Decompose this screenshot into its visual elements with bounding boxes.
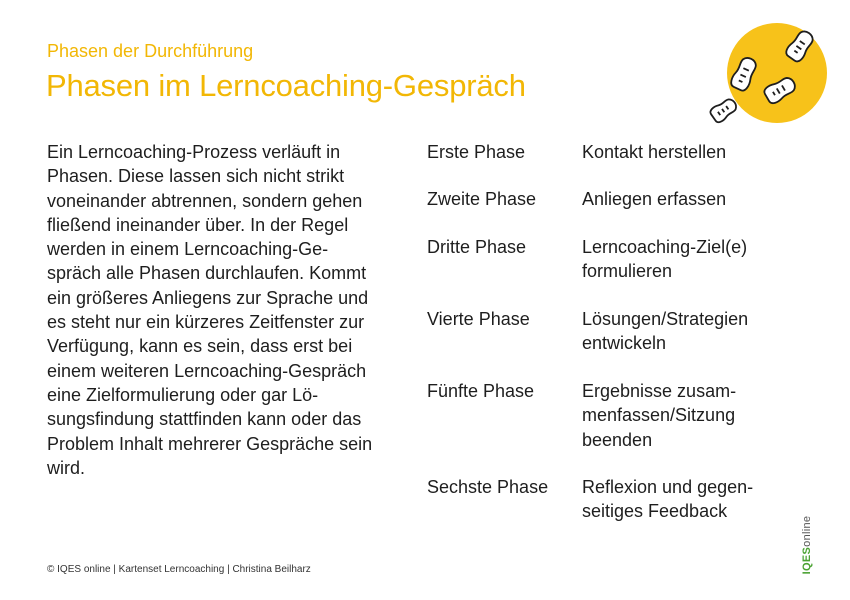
phase-line: Lerncoaching-Ziel(e) [582,237,748,257]
phase-line: menfassen/Sitzung [582,405,736,426]
brand-prefix: IQES [801,546,813,575]
card-title: Phasen im Lerncoaching-Gespräch [46,68,526,103]
phase-name: Zweite Phase [427,189,537,209]
phase-line: beenden [582,429,653,450]
phase-name: Vierte Phase [427,309,530,329]
phase-name: Erste Phase [427,142,526,162]
footer-credit: © IQES online | Kartenset Lerncoaching | Christina Beilharz [47,564,311,575]
phase-line: Anliegen erfassen [582,189,727,209]
phase-description [582,140,782,164]
phase-line: Kontakt herstellen [582,142,727,162]
brand-wordmark [800,505,814,585]
intro-line: eine Zielformulierung oder gar Lö- [47,384,319,405]
intro-line: fließend ineinander über. In der Regel [47,214,349,235]
intro-line: Phasen. Diese lassen sich nicht strikt [47,166,345,187]
intro-text [47,140,407,480]
phase-line: Ergebnisse zusam- [582,381,737,401]
phase-description [582,379,782,452]
brand-suffix: online [801,515,813,547]
intro-line: Problem Inhalt mehrerer Gespräche sein [47,433,373,454]
phase-line: formulieren [582,261,673,282]
intro-line: werden in einem Lerncoaching-Ge- [47,239,329,260]
footprints-icon [700,18,830,128]
intro-line: Ein Lerncoaching-Prozess verläuft in [47,142,341,162]
phase-name: Dritte Phase [427,237,527,257]
phase-line: entwickeln [582,333,667,354]
intro-line: spräch alle Phasen durchlaufen. Kommt [47,263,367,284]
phase-name: Fünfte Phase [427,381,535,401]
intro-line: wird. [47,457,86,478]
intro-line: voneinander abtrennen, sondern gehen [47,190,363,211]
phase-name: Sechste Phase [427,477,549,497]
phase-line: Lösungen/Strategien [582,309,749,329]
footprint-shape [709,96,739,124]
phase-line: Reflexion und gegen- [582,477,754,497]
intro-line: Verfügung, kann es sein, dass erst bei [47,336,353,357]
phase-description [582,475,782,524]
phase-description [582,187,782,211]
intro-line: es steht nur ein kürzeres Zeitfenster zur [47,312,365,333]
card-kicker: Phasen der Durchführung [47,41,254,61]
phase-line: seitiges Feedback [582,501,728,522]
phase-description [582,307,782,356]
phase-description [582,235,782,284]
intro-line: einem weiteren Lerncoaching-Gespräch [47,360,367,381]
intro-line: ein größeres Anliegens zur Sprache und [47,287,369,308]
intro-line: sungsfindung stattfinden kann oder das [47,409,362,430]
